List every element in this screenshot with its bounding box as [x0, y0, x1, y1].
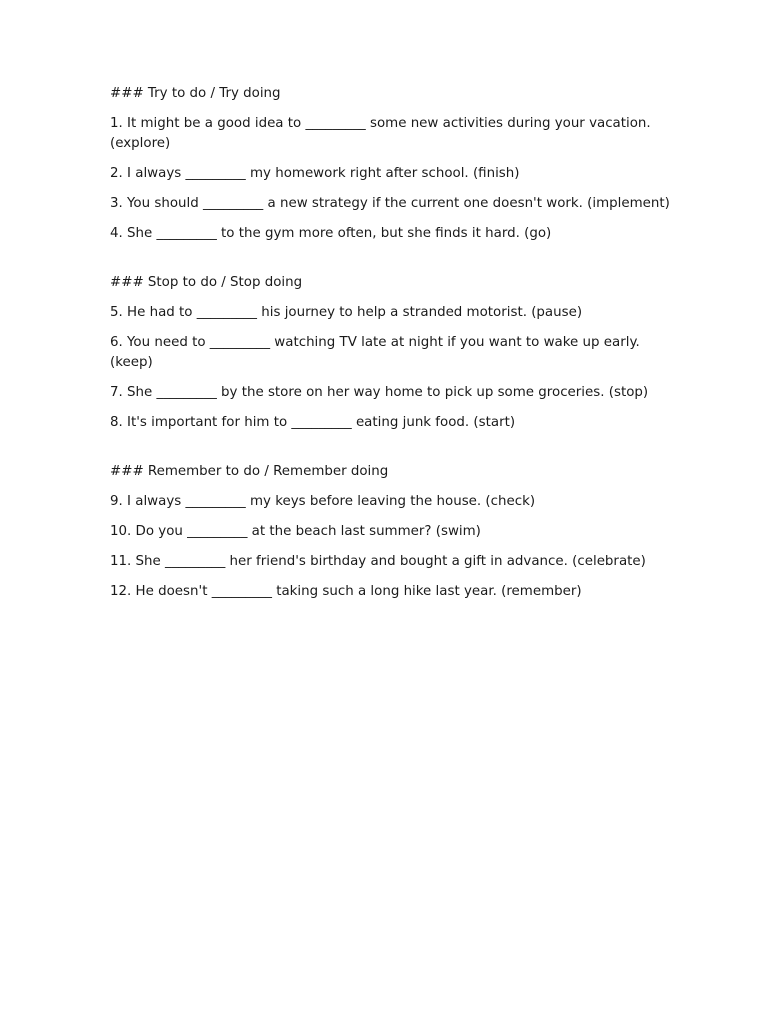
exercise-item-4: 4. She _________ to the gym more often, but she finds it hard. (go) [110, 226, 552, 241]
section-stop [110, 273, 670, 433]
exercise-item-12: 12. He doesn't _________ taking such a long hike last year. (remember) [110, 584, 582, 599]
exercise-item-10: 10. Do you _________ at the beach last summer? (swim) [110, 524, 481, 539]
exercise-item-7: 7. She _________ by the store on her way home to pick up some groceries. (stop) [110, 385, 649, 400]
section-heading: ### Try to do / Try doing [110, 86, 281, 101]
exercise-item-3: 3. You should _________ a new strategy if the current one doesn't work. (implement) [110, 196, 670, 211]
worksheet-content [110, 84, 670, 631]
section-heading: ### Stop to do / Stop doing [110, 275, 303, 290]
exercise-item-2: 2. I always _________ my homework right after school. (finish) [110, 166, 520, 181]
exercise-item-8: 8. It's important for him to _________ eating junk food. (start) [110, 415, 516, 430]
exercise-item-5: 5. He had to _________ his journey to help a stranded motorist. (pause) [110, 305, 583, 320]
exercise-item-1: 1. It might be a good idea to _________ some new activities during your vacation. (explore) [110, 116, 651, 151]
section-remember [110, 462, 670, 602]
exercise-item-11: 11. She _________ her friend's birthday and bought a gift in advance. (celebrate) [110, 554, 646, 569]
exercise-item-6: 6. You need to _________ watching TV late at night if you want to wake up early. (keep) [110, 335, 640, 370]
exercise-item-9: 9. I always _________ my keys before leaving the house. (check) [110, 494, 536, 509]
section-heading: ### Remember to do / Remember doing [110, 464, 389, 479]
section-try [110, 84, 670, 244]
